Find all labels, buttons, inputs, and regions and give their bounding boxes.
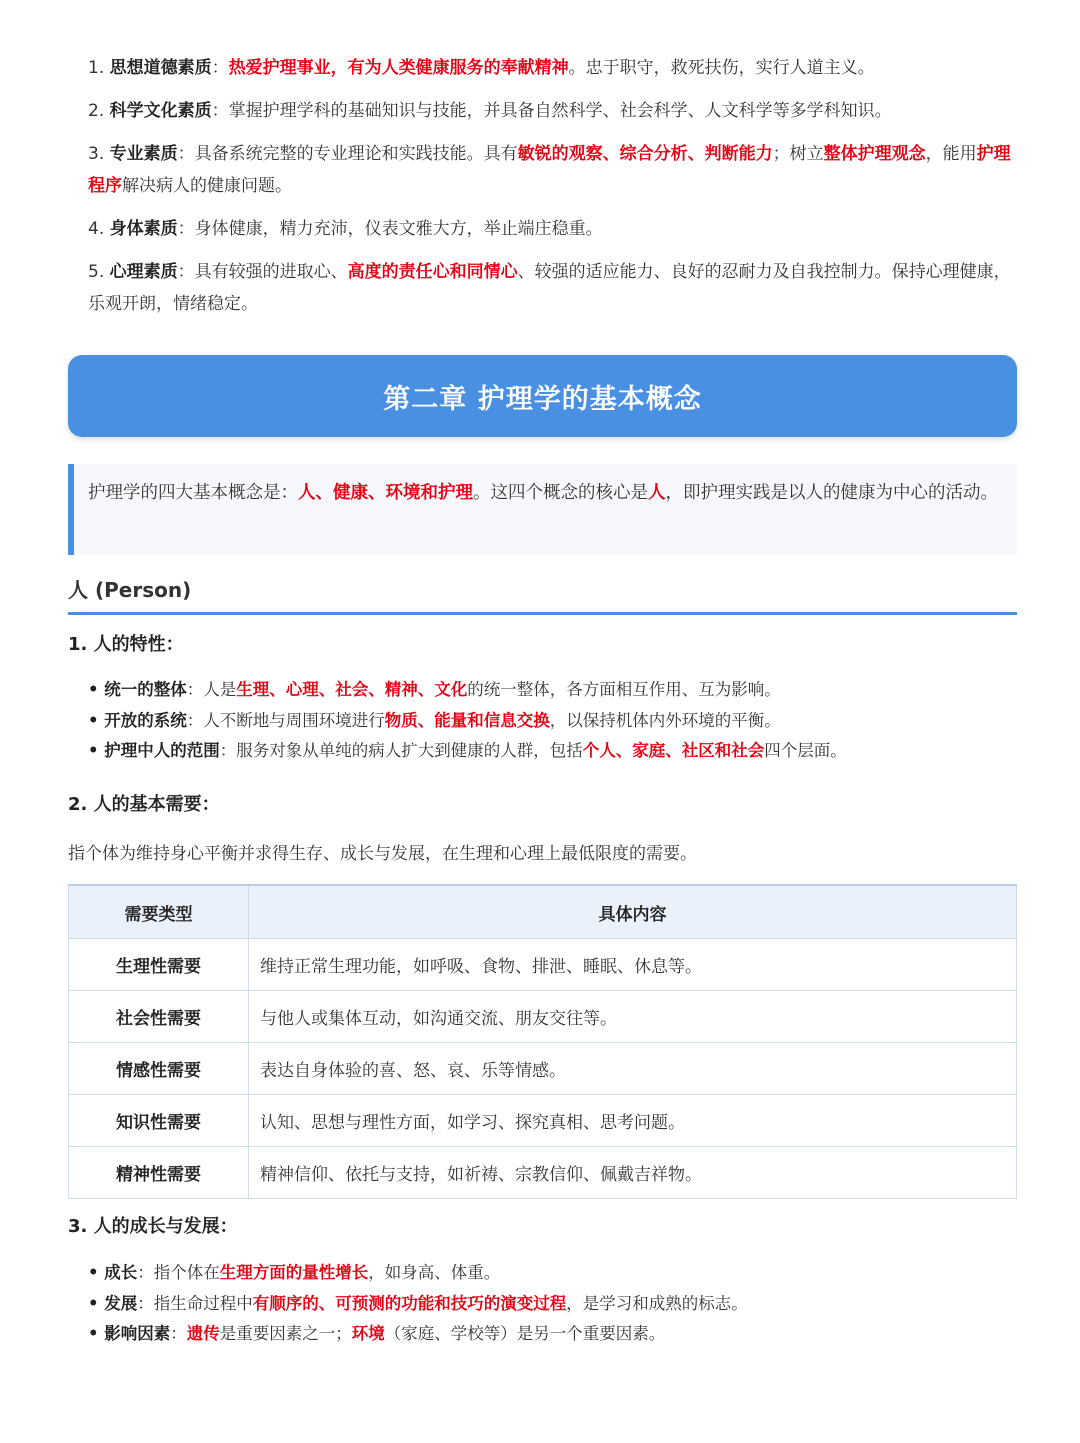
- quality-item: 3. 专业素质：具备系统完整的专业理论和实践技能。具有敏锐的观察、综合分析、判断能力；树立整体护理观念，能用护理程序解决病人的健康问题。: [88, 144, 1011, 196]
- item-text: 四个层面。: [764, 741, 847, 760]
- highlight-text: 人: [648, 483, 666, 503]
- table-header-row: [69, 885, 1017, 939]
- item-number: 1.: [88, 58, 105, 78]
- item-label: 专业素质: [109, 144, 178, 164]
- item-label: 开放的系统: [104, 710, 187, 730]
- item-label: 影响因素: [104, 1324, 171, 1343]
- item-label: 科学文化素质: [109, 101, 212, 121]
- callout-text: 。这四个概念的核心是: [473, 483, 648, 503]
- callout-text: ，即护理实践是以人的健康为中心的活动。: [665, 483, 998, 503]
- list-item: • 发展：指生命过程中有顺序的、可预测的功能和技巧的演变过程，是学习和成熟的标志。: [88, 1289, 1018, 1320]
- item-text: 身体健康，精力充沛，仪表文雅大方，举止端庄稳重。: [194, 219, 603, 239]
- item-label: 身体素质: [109, 219, 178, 239]
- intro-callout: [68, 464, 1017, 555]
- column-header: 具体内容: [249, 885, 1017, 939]
- highlight-text: 个人、家庭、社区和社会: [582, 741, 765, 760]
- item-number: 2.: [88, 101, 105, 121]
- item-text: ，以保持机体内外环境的平衡。: [549, 710, 781, 730]
- growth-list: [88, 1258, 1018, 1350]
- section-heading: 人 (Person): [68, 574, 1017, 615]
- need-type-cell: 社会性需要: [69, 991, 249, 1043]
- highlight-text: 遗传: [186, 1324, 220, 1343]
- quality-item: 2. 科学文化素质：掌握护理学科的基础知识与技能，并具备自然科学、社会科学、人文科学等多学科知识。: [88, 101, 892, 121]
- highlight-text: 人、健康、环境和护理: [298, 483, 473, 503]
- item-text: 指生命过程中: [153, 1293, 253, 1313]
- item-text: 掌握护理学科的基础知识与技能，并具备自然科学、社会科学、人文科学等多学科知识。: [228, 101, 892, 121]
- table-row: [69, 1147, 1017, 1199]
- item-text: ；树立: [772, 144, 824, 164]
- highlight-text: 环境: [351, 1324, 385, 1343]
- item-text: 。忠于职守，救死扶伤，实行人道主义。: [568, 58, 875, 78]
- item-text: ，是学习和成熟的标志。: [566, 1293, 748, 1313]
- item-label: 发展: [104, 1293, 138, 1313]
- item-number: 3.: [88, 144, 105, 164]
- needs-heading: 2. 人的基本需要：: [68, 794, 220, 815]
- item-label: 思想道德素质: [109, 58, 212, 78]
- highlight-text: 生理方面的量性增长: [219, 1263, 369, 1282]
- highlight-text: 整体护理观念: [823, 144, 926, 164]
- list-item: • 护理中人的范围：服务对象从单纯的病人扩大到健康的人群，包括个人、家庭、社区和社会四个层面。: [88, 736, 1018, 767]
- highlight-text: 护理程序: [88, 144, 1011, 196]
- need-content-cell: 精神信仰、依托与支持，如祈祷、宗教信仰、佩戴吉祥物。: [249, 1147, 1017, 1199]
- quality-item: 4. 身体素质：身体健康，精力充沛，仪表文雅大方，举止端庄稳重。: [88, 219, 603, 239]
- item-number: 4.: [88, 219, 105, 239]
- list-item: • 影响因素：遗传是重要因素之一；环境（家庭、学校等）是另一个重要因素。: [88, 1319, 1018, 1350]
- list-item: • 开放的系统：人不断地与周围环境进行物质、能量和信息交换，以保持机体内外环境的平衡。: [88, 706, 1018, 737]
- chapter-banner: [68, 355, 1017, 437]
- item-text: 指个体在: [153, 1263, 220, 1282]
- table-row: [69, 1095, 1017, 1147]
- highlight-text: 物质、能量和信息交换: [384, 710, 550, 730]
- item-text: 解决病人的健康问题。: [122, 176, 292, 196]
- need-content-cell: 与他人或集体互动，如沟通交流、朋友交往等。: [249, 991, 1017, 1043]
- growth-heading: 3. 人的成长与发展：: [68, 1216, 238, 1237]
- need-type-cell: 生理性需要: [69, 939, 249, 991]
- item-text: ，能用: [925, 144, 977, 164]
- need-content-cell: 表达自身体验的喜、怒、哀、乐等情感。: [249, 1043, 1017, 1095]
- quality-item: 1. 思想道德素质：热爱护理事业，有为人类健康服务的奉献精神。忠于职守，救死扶伤，实行人道主义。: [88, 58, 875, 78]
- qualities-list: [88, 52, 1018, 331]
- item-number: 5.: [88, 262, 105, 282]
- highlight-text: 高度的责任心和同情心: [347, 262, 518, 282]
- item-label: 成长: [104, 1263, 138, 1282]
- traits-list: [88, 675, 1018, 767]
- list-item: • 统一的整体：人是生理、心理、社会、精神、文化的统一整体，各方面相互作用、互为影响。: [88, 675, 1018, 706]
- list-item: • 成长：指个体在生理方面的量性增长，如身高、体重。: [88, 1258, 1018, 1289]
- highlight-text: 有顺序的、可预测的功能和技巧的演变过程: [252, 1293, 567, 1313]
- item-label: 心理素质: [109, 262, 178, 282]
- chapter-title: 第二章 护理学的基本概念: [383, 383, 702, 415]
- need-type-cell: 知识性需要: [69, 1095, 249, 1147]
- table-row: [69, 1043, 1017, 1095]
- item-label: 护理中人的范围: [104, 741, 220, 760]
- item-text: 服务对象从单纯的病人扩大到健康的人群，包括: [236, 741, 583, 760]
- item-text: 具有较强的进取心、: [194, 262, 348, 282]
- item-text: 具备系统完整的专业理论和实践技能。具有: [194, 144, 518, 164]
- need-content-cell: 维持正常生理功能，如呼吸、食物、排泄、睡眠、休息等。: [249, 939, 1017, 991]
- item-text: 人不断地与周围环境进行: [203, 710, 385, 730]
- item-text: ，如身高、体重。: [368, 1263, 501, 1282]
- need-type-cell: 情感性需要: [69, 1043, 249, 1095]
- need-type-cell: 精神性需要: [69, 1147, 249, 1199]
- traits-heading: 1. 人的特性：: [68, 634, 184, 655]
- item-text: （家庭、学校等）是另一个重要因素。: [384, 1324, 666, 1343]
- column-header: 需要类型: [69, 885, 249, 939]
- highlight-text: 生理、心理、社会、精神、文化: [236, 680, 468, 699]
- highlight-text: 敏锐的观察、综合分析、判断能力: [517, 144, 773, 164]
- item-text: 是重要因素之一；: [219, 1324, 352, 1343]
- table-row: [69, 939, 1017, 991]
- needs-definition: 指个体为维持身心平衡并求得生存、成长与发展，在生理和心理上最低限度的需要。: [68, 844, 697, 864]
- callout-text: 护理学的四大基本概念是：: [88, 483, 298, 503]
- item-label: 统一的整体: [104, 680, 187, 699]
- item-text: 的统一整体，各方面相互作用、互为影响。: [467, 680, 781, 699]
- quality-item: 5. 心理素质：具有较强的进取心、高度的责任心和同情心、较强的适应能力、良好的忍耐力及自我控制力。保持心理健康，乐观开朗，情绪稳定。: [88, 262, 1011, 314]
- item-text: 人是: [203, 680, 237, 699]
- highlight-text: 热爱护理事业，有为人类健康服务的奉献精神: [228, 58, 569, 78]
- table-row: [69, 991, 1017, 1043]
- need-content-cell: 认知、思想与理性方面，如学习、探究真相、思考问题。: [249, 1095, 1017, 1147]
- needs-table: [68, 884, 1017, 1199]
- item-text: 、较强的适应能力、良好的忍耐力及自我控制力。保持心理健康，乐观开朗，情绪稳定。: [88, 262, 1011, 314]
